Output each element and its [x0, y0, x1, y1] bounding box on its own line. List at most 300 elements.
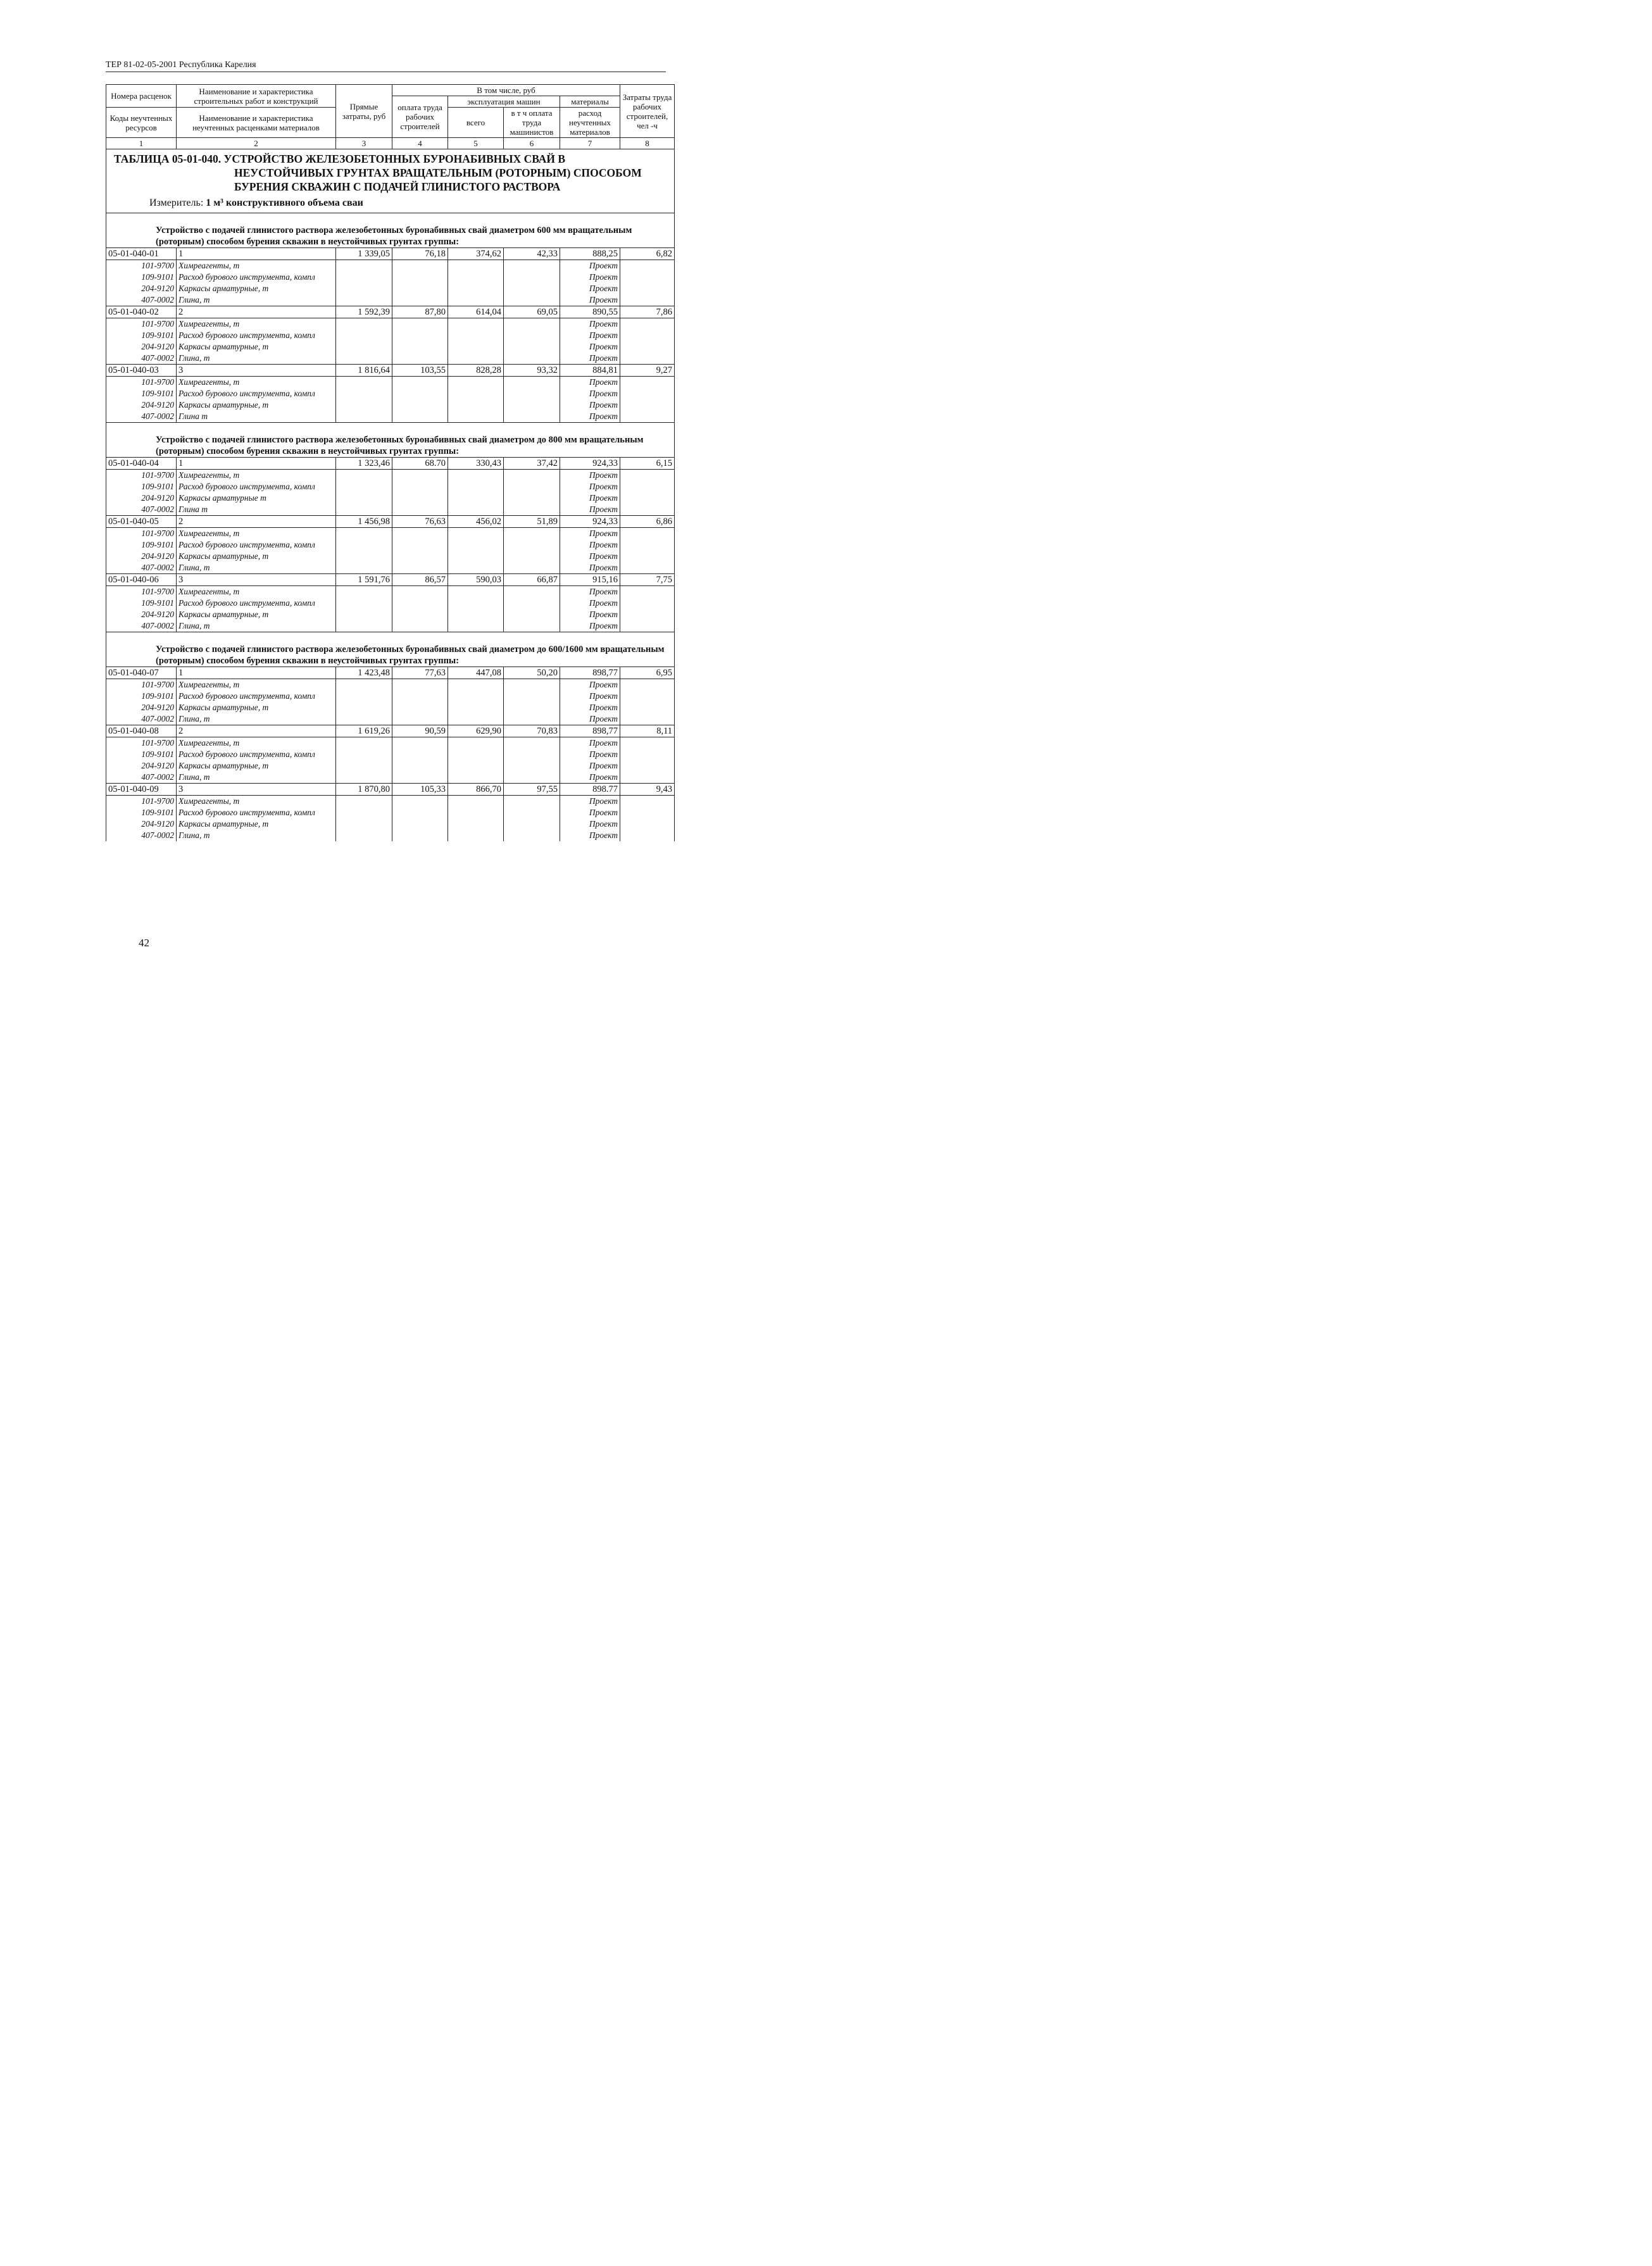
resource-code: 204-9120 [106, 702, 177, 713]
empty-cell [504, 318, 560, 330]
material-consumption: Проект [560, 737, 620, 749]
empty-cell [448, 551, 504, 562]
resource-name: Каркасы арматурные, т [177, 760, 336, 772]
resource-code: 407-0002 [106, 294, 177, 306]
resource-code: 109-9101 [106, 691, 177, 702]
col-number-7: 7 [560, 138, 620, 149]
empty-cell [620, 609, 675, 620]
empty-cell [504, 539, 560, 551]
empty-cell [620, 399, 675, 411]
empty-cell [504, 272, 560, 283]
materials-cost: 884,81 [560, 365, 620, 377]
empty-cell [448, 609, 504, 620]
empty-cell [620, 388, 675, 399]
empty-cell [448, 283, 504, 294]
resource-row [106, 272, 675, 283]
col-number-8: 8 [620, 138, 675, 149]
col-number-5: 5 [448, 138, 504, 149]
empty-cell [448, 807, 504, 818]
empty-cell [620, 492, 675, 504]
empty-cell [392, 818, 448, 830]
machine-total: 330,43 [448, 458, 504, 470]
empty-cell [336, 620, 392, 632]
empty-cell [504, 377, 560, 389]
empty-cell [448, 760, 504, 772]
empty-cell [392, 796, 448, 808]
empty-cell [620, 294, 675, 306]
rates-table [106, 84, 675, 841]
resource-name: Каркасы арматурные, т [177, 702, 336, 713]
resource-code: 204-9120 [106, 551, 177, 562]
resource-row [106, 818, 675, 830]
empty-cell [620, 283, 675, 294]
material-consumption: Проект [560, 411, 620, 423]
rate-name: 2 [177, 306, 336, 318]
resource-name: Расход бурового инструмента, компл [177, 807, 336, 818]
col-number-6: 6 [504, 138, 560, 149]
resource-row [106, 830, 675, 841]
empty-cell [504, 353, 560, 365]
empty-cell [504, 760, 560, 772]
empty-cell [448, 272, 504, 283]
empty-cell [620, 504, 675, 516]
materials-cost: 898,77 [560, 725, 620, 737]
empty-cell [392, 772, 448, 784]
empty-cell [336, 796, 392, 808]
resource-name: Глина, т [177, 353, 336, 365]
col-header-worker-pay: оплата труда рабочих строителей [392, 96, 448, 138]
empty-cell [448, 353, 504, 365]
material-consumption: Проект [560, 691, 620, 702]
resource-code: 101-9700 [106, 737, 177, 749]
material-consumption: Проект [560, 749, 620, 760]
col-number-1: 1 [106, 138, 177, 149]
col-number-3: 3 [336, 138, 392, 149]
rate-name: 2 [177, 725, 336, 737]
empty-cell [336, 492, 392, 504]
material-consumption: Проект [560, 388, 620, 399]
resource-row [106, 737, 675, 749]
resource-row [106, 388, 675, 399]
empty-cell [504, 481, 560, 492]
resource-row [106, 399, 675, 411]
empty-cell [392, 679, 448, 691]
labor-hours: 6,15 [620, 458, 675, 470]
resource-code: 109-9101 [106, 481, 177, 492]
empty-cell [620, 760, 675, 772]
resource-name: Расход бурового инструмента, компл [177, 330, 336, 341]
rate-code: 05-01-040-02 [106, 306, 177, 318]
col-number-2: 2 [177, 138, 336, 149]
direct-costs: 1 592,39 [336, 306, 392, 318]
resource-name: Расход бурового инструмента, компл [177, 388, 336, 399]
empty-cell [448, 737, 504, 749]
empty-cell [448, 702, 504, 713]
machine-total: 590,03 [448, 574, 504, 586]
resource-name: Химреагенты, т [177, 528, 336, 540]
resource-row [106, 598, 675, 609]
resource-row [106, 318, 675, 330]
resource-row [106, 353, 675, 365]
operator-pay: 97,55 [504, 784, 560, 796]
empty-cell [620, 260, 675, 272]
machine-total: 629,90 [448, 725, 504, 737]
material-consumption: Проект [560, 551, 620, 562]
direct-costs: 1 323,46 [336, 458, 392, 470]
empty-cell [336, 399, 392, 411]
empty-cell [504, 679, 560, 691]
direct-costs: 1 423,48 [336, 667, 392, 679]
rate-code: 05-01-040-03 [106, 365, 177, 377]
worker-pay: 76,18 [392, 248, 448, 260]
empty-cell [392, 586, 448, 598]
empty-cell [392, 539, 448, 551]
rate-code: 05-01-040-05 [106, 516, 177, 528]
material-consumption: Проект [560, 620, 620, 632]
resource-code: 101-9700 [106, 260, 177, 272]
resource-name: Химреагенты, т [177, 679, 336, 691]
rate-row [106, 458, 675, 470]
empty-cell [336, 749, 392, 760]
resource-name: Глина, т [177, 294, 336, 306]
material-consumption: Проект [560, 679, 620, 691]
resource-name: Глина, т [177, 620, 336, 632]
empty-cell [504, 470, 560, 482]
resource-name: Каркасы арматурные, т [177, 609, 336, 620]
empty-cell [448, 470, 504, 482]
empty-cell [620, 341, 675, 353]
material-consumption: Проект [560, 528, 620, 540]
material-consumption: Проект [560, 330, 620, 341]
empty-cell [448, 388, 504, 399]
resource-row [106, 504, 675, 516]
rate-code: 05-01-040-08 [106, 725, 177, 737]
material-consumption: Проект [560, 492, 620, 504]
materials-cost: 924,33 [560, 458, 620, 470]
empty-cell [336, 772, 392, 784]
direct-costs: 1 870,80 [336, 784, 392, 796]
rate-name: 1 [177, 458, 336, 470]
rate-row [106, 365, 675, 377]
empty-cell [620, 702, 675, 713]
resource-code: 204-9120 [106, 399, 177, 411]
empty-cell [392, 562, 448, 574]
resource-code: 101-9700 [106, 679, 177, 691]
empty-cell [620, 411, 675, 423]
labor-hours: 7,75 [620, 574, 675, 586]
empty-cell [392, 377, 448, 389]
rate-name: 1 [177, 667, 336, 679]
empty-cell [620, 807, 675, 818]
resource-name: Каркасы арматурные, т [177, 818, 336, 830]
empty-cell [448, 492, 504, 504]
empty-cell [392, 807, 448, 818]
resource-name: Химреагенты, т [177, 737, 336, 749]
resource-code: 407-0002 [106, 713, 177, 725]
col-header-rate-numbers: Номера расценок [106, 85, 177, 108]
empty-cell [392, 528, 448, 540]
empty-cell [392, 353, 448, 365]
materials-cost: 888,25 [560, 248, 620, 260]
resource-row [106, 481, 675, 492]
empty-cell [448, 598, 504, 609]
rate-code: 05-01-040-07 [106, 667, 177, 679]
material-consumption: Проект [560, 830, 620, 841]
empty-cell [448, 294, 504, 306]
empty-cell [448, 679, 504, 691]
resource-name: Каркасы арматурные, т [177, 399, 336, 411]
empty-cell [504, 702, 560, 713]
empty-cell [620, 620, 675, 632]
material-consumption: Проект [560, 504, 620, 516]
empty-cell [392, 702, 448, 713]
page-number: 42 [139, 937, 149, 949]
empty-cell [392, 481, 448, 492]
empty-cell [504, 749, 560, 760]
empty-cell [392, 609, 448, 620]
empty-cell [504, 796, 560, 808]
empty-cell [620, 679, 675, 691]
section-title: Устройство с подачей глинистого раствора железобетонных буронабивных свай диаметром 600 мм вращательным (роторным) способом бурения скважин в неустойчивых грунтах группы: [106, 213, 675, 248]
resource-code: 204-9120 [106, 609, 177, 620]
resource-name: Каркасы арматурные, т [177, 341, 336, 353]
rate-name: 3 [177, 784, 336, 796]
rate-name: 3 [177, 365, 336, 377]
resource-code: 407-0002 [106, 830, 177, 841]
table-body [106, 213, 675, 842]
empty-cell [504, 598, 560, 609]
machine-total: 828,28 [448, 365, 504, 377]
rate-name: 2 [177, 516, 336, 528]
resource-name: Расход бурового инструмента, компл [177, 598, 336, 609]
empty-cell [336, 737, 392, 749]
resource-row [106, 283, 675, 294]
empty-cell [336, 528, 392, 540]
empty-cell [504, 388, 560, 399]
rate-name: 1 [177, 248, 336, 260]
resource-code: 109-9101 [106, 749, 177, 760]
empty-cell [504, 818, 560, 830]
resource-name: Глина т [177, 411, 336, 423]
empty-cell [504, 691, 560, 702]
empty-cell [620, 551, 675, 562]
measure-unit: Измеритель: 1 м³ конструктивного объема сваи [149, 197, 363, 208]
empty-cell [504, 609, 560, 620]
resource-name: Каркасы арматурные, т [177, 551, 336, 562]
resource-code: 109-9101 [106, 388, 177, 399]
material-consumption: Проект [560, 562, 620, 574]
empty-cell [392, 399, 448, 411]
worker-pay: 105,33 [392, 784, 448, 796]
material-consumption: Проект [560, 470, 620, 482]
empty-cell [504, 341, 560, 353]
direct-costs: 1 591,76 [336, 574, 392, 586]
empty-cell [336, 807, 392, 818]
worker-pay: 87,80 [392, 306, 448, 318]
empty-cell [504, 260, 560, 272]
empty-cell [392, 411, 448, 423]
document-header: ТЕР 81-02-05-2001 Республика Карелия [106, 60, 256, 70]
material-consumption: Проект [560, 598, 620, 609]
empty-cell [504, 528, 560, 540]
operator-pay: 93,32 [504, 365, 560, 377]
resource-name: Химреагенты, т [177, 470, 336, 482]
rate-row [106, 248, 675, 260]
material-consumption: Проект [560, 713, 620, 725]
rate-code: 05-01-040-04 [106, 458, 177, 470]
materials-cost: 898.77 [560, 784, 620, 796]
empty-cell [620, 562, 675, 574]
resource-name: Глина, т [177, 830, 336, 841]
material-consumption: Проект [560, 260, 620, 272]
empty-cell [448, 620, 504, 632]
section-title: Устройство с подачей глинистого раствора железобетонных буронабивных свай диаметром до 800 мм вращательным (роторным) способом бурения скважин в неустойчивых грунтах группы: [106, 423, 675, 458]
empty-cell [620, 598, 675, 609]
resource-code: 101-9700 [106, 796, 177, 808]
col-header-machine-total: всего [448, 108, 504, 138]
resource-code: 204-9120 [106, 341, 177, 353]
worker-pay: 90,59 [392, 725, 448, 737]
empty-cell [620, 586, 675, 598]
empty-cell [620, 830, 675, 841]
resource-row [106, 539, 675, 551]
empty-cell [448, 691, 504, 702]
material-consumption: Проект [560, 294, 620, 306]
empty-cell [336, 272, 392, 283]
col-number-4: 4 [392, 138, 448, 149]
col-header-materials: материалы [560, 96, 620, 108]
resource-row [106, 679, 675, 691]
resource-code: 407-0002 [106, 772, 177, 784]
resource-code: 101-9700 [106, 528, 177, 540]
empty-cell [392, 318, 448, 330]
resource-code: 101-9700 [106, 586, 177, 598]
empty-cell [336, 341, 392, 353]
empty-cell [620, 796, 675, 808]
resource-code: 101-9700 [106, 318, 177, 330]
empty-cell [336, 830, 392, 841]
empty-cell [336, 562, 392, 574]
direct-costs: 1 456,98 [336, 516, 392, 528]
empty-cell [448, 586, 504, 598]
worker-pay: 77,63 [392, 667, 448, 679]
resource-code: 109-9101 [106, 272, 177, 283]
empty-cell [448, 330, 504, 341]
resource-code: 407-0002 [106, 353, 177, 365]
material-consumption: Проект [560, 609, 620, 620]
empty-cell [448, 749, 504, 760]
material-consumption: Проект [560, 796, 620, 808]
rate-code: 05-01-040-09 [106, 784, 177, 796]
resource-row [106, 260, 675, 272]
empty-cell [336, 691, 392, 702]
material-consumption: Проект [560, 283, 620, 294]
empty-cell [504, 620, 560, 632]
rate-row [106, 306, 675, 318]
empty-cell [392, 283, 448, 294]
resource-code: 101-9700 [106, 470, 177, 482]
resource-code: 101-9700 [106, 377, 177, 389]
resource-row [106, 341, 675, 353]
resource-name: Расход бурового инструмента, компл [177, 749, 336, 760]
rate-row [106, 784, 675, 796]
col-header-operator-pay: в т ч оплата труда машинистов [504, 108, 560, 138]
worker-pay: 68.70 [392, 458, 448, 470]
empty-cell [504, 411, 560, 423]
labor-hours: 8,11 [620, 725, 675, 737]
empty-cell [392, 551, 448, 562]
resource-row [106, 691, 675, 702]
resource-name: Каркасы арматурные, т [177, 283, 336, 294]
labor-hours: 6,95 [620, 667, 675, 679]
material-consumption: Проект [560, 272, 620, 283]
resource-name: Глина, т [177, 713, 336, 725]
worker-pay: 103,55 [392, 365, 448, 377]
empty-cell [448, 539, 504, 551]
table-title-cell [106, 149, 675, 213]
material-consumption: Проект [560, 318, 620, 330]
empty-cell [448, 528, 504, 540]
empty-cell [620, 749, 675, 760]
material-consumption: Проект [560, 539, 620, 551]
empty-cell [448, 562, 504, 574]
resource-row [106, 749, 675, 760]
empty-cell [620, 772, 675, 784]
empty-cell [620, 470, 675, 482]
col-header-labor-hours: Затраты труда рабочих строителей, чел -ч [620, 85, 675, 138]
empty-cell [504, 807, 560, 818]
resource-name: Химреагенты, т [177, 318, 336, 330]
resource-code: 109-9101 [106, 330, 177, 341]
empty-cell [620, 691, 675, 702]
col-header-direct-costs: Прямые затраты, руб [336, 85, 392, 138]
resource-code: 407-0002 [106, 411, 177, 423]
empty-cell [448, 411, 504, 423]
empty-cell [620, 713, 675, 725]
empty-cell [448, 830, 504, 841]
operator-pay: 69,05 [504, 306, 560, 318]
empty-cell [392, 620, 448, 632]
empty-cell [392, 260, 448, 272]
empty-cell [620, 539, 675, 551]
empty-cell [336, 353, 392, 365]
worker-pay: 76,63 [392, 516, 448, 528]
rate-code: 05-01-040-01 [106, 248, 177, 260]
resource-row [106, 377, 675, 389]
resource-row [106, 562, 675, 574]
empty-cell [336, 388, 392, 399]
machine-total: 614,04 [448, 306, 504, 318]
material-consumption: Проект [560, 481, 620, 492]
table-header [106, 85, 675, 149]
empty-cell [504, 586, 560, 598]
resource-name: Химреагенты, т [177, 377, 336, 389]
empty-cell [504, 399, 560, 411]
empty-cell [504, 294, 560, 306]
operator-pay: 51,89 [504, 516, 560, 528]
resource-row [106, 713, 675, 725]
labor-hours: 6,86 [620, 516, 675, 528]
materials-cost: 924,33 [560, 516, 620, 528]
resource-code: 204-9120 [106, 492, 177, 504]
empty-cell [504, 562, 560, 574]
empty-cell [336, 504, 392, 516]
resource-name: Расход бурового инструмента, компл [177, 691, 336, 702]
operator-pay: 50,20 [504, 667, 560, 679]
empty-cell [504, 330, 560, 341]
resource-name: Химреагенты, т [177, 586, 336, 598]
materials-cost: 898,77 [560, 667, 620, 679]
